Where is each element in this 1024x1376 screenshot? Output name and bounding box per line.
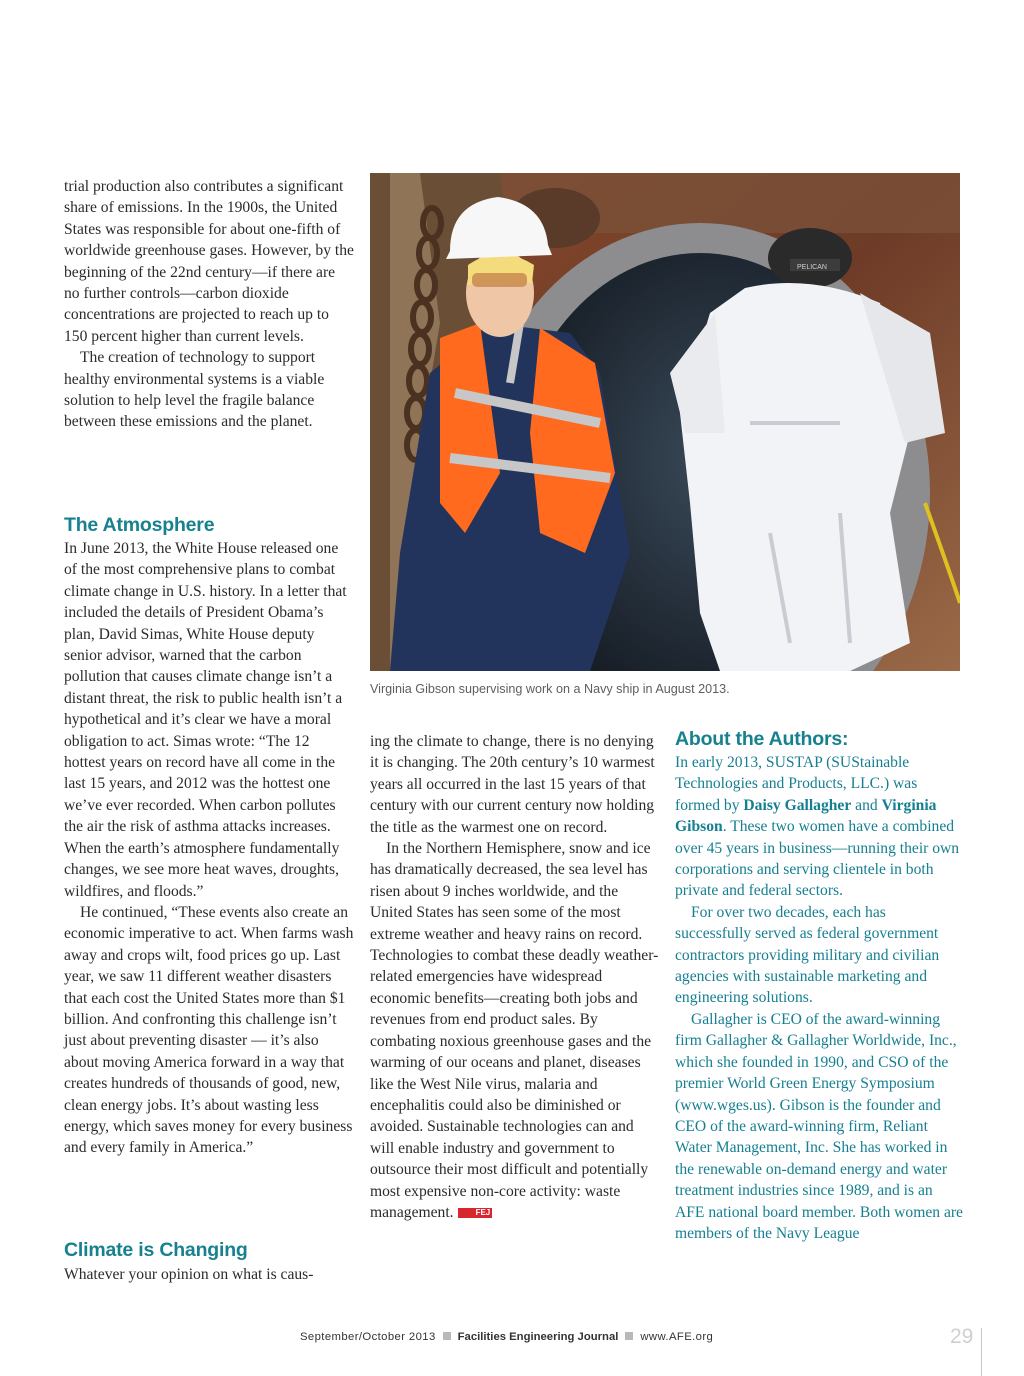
photo-navy-ship [370, 173, 960, 671]
text-run: and [851, 796, 882, 814]
paragraph: Whatever your opinion on what is caus- [64, 1266, 314, 1283]
column-3-about [675, 752, 965, 1244]
photo-caption: Virginia Gibson supervising work on a Navy ship in August 2013. [370, 682, 730, 696]
separator-square-icon [443, 1332, 451, 1340]
page-edge-rule [981, 1328, 982, 1376]
paragraph [675, 752, 965, 902]
paragraph: ing the climate to change, there is no denying it is changing. The 20th century’s 10 warmest years all occurred in the last 15 years of that century with our current century now holding the title as the warmest one on record. [370, 733, 655, 836]
issue-date: September/October 2013 [300, 1331, 436, 1343]
journal-name: Facilities Engineering Journal [457, 1331, 619, 1343]
column-1-climate [64, 1264, 354, 1285]
paragraph: Gallagher is CEO of the award-winning firm Gallagher & Gallagher Worldwide, Inc., which she founded in 1990, and CSO of the premier World Green Energy Symposium (www.wges.us). Gibson is the founder and CEO of the award-winning firm, Reliant Water Management, Inc. She has worked in the renewable on-demand energy and water treatment industries since 1989, and is an AFE national board member. Both women are members of the Navy League [675, 1010, 963, 1242]
photo-illustration [370, 173, 960, 671]
page-footer [300, 1331, 940, 1343]
paragraph: The creation of technology to support healthy environmental systems is a viable solution to help level the fragile balance between these emissions and the planet. [64, 349, 325, 431]
helmet-label: PELICAN [797, 264, 827, 271]
paragraph: In June 2013, the White House released one of the most comprehensive plans to combat climate change in U.S. history. In a letter that included the details of President Obama’s plan, David Simas, White House deputy senior advisor, warned that the carbon pollution that causes climate change isn’t a distant threat, the risk to public health isn’t a hypothetical and it’s clear we have a moral obligation to act. Simas wrote: “The 12 hottest years on record have all come in the last 15 years, and 2012 was the hottest one we’ve ever recorded. When carbon pollutes the air the risk of asthma attacks increases. When the earth’s atmosphere fundamentally changes, we see more heat waves, droughts, wildfires, and floods.” [64, 540, 347, 900]
paragraph: For over two decades, each has successfully served as federal government contractors providing military and civilian agencies with sustainable marketing and engineering solutions. [675, 903, 940, 1007]
column-1-intro [64, 176, 354, 433]
text-run: . These two women have a combined over 45 years in business—running their own corporations and serving clientele in both private and federal sectors. [675, 818, 960, 900]
page-number: 29 [950, 1325, 974, 1348]
paragraph-text: In the Northern Hemisphere, snow and ice has dramatically decreased, the sea level has risen about 9 inches worldwide, and the United States has seen some of the most extreme weather and heavy rains on record. Technologies to combat these deadly weather-related emergencies have widespread economic benefits—creating both jobs and revenues from end product sales. By combating noxious greenhouse gases and the warming of our oceans and planet, diseases like the West Nile virus, malaria and encephalitis could also be diminished or avoided. Sustainable technologies can and will enable industry and government to outsource their most difficult and potentially most expensive non-core activity: waste management. [370, 840, 659, 1221]
section-heading-about-authors: About the Authors: [675, 728, 849, 750]
fej-end-mark: FEJ [458, 1208, 493, 1218]
paragraph [370, 838, 660, 1223]
website-url: www.AFE.org [640, 1331, 714, 1343]
paragraph: trial production also contributes a significant share of emissions. In the 1900s, the United States was responsible for about one-fifth of worldwide greenhouse gases. However, by the beginning of the 22nd century—if there are no further controls—carbon dioxide concentrations are projected to reach up to 150 percent higher than current levels. [64, 178, 354, 345]
section-heading-climate: Climate is Changing [64, 1239, 248, 1261]
section-heading-atmosphere: The Atmosphere [64, 514, 215, 536]
paragraph: He continued, “These events also create an economic imperative to act. When farms wash away and crops wilt, food prices go up. Last year, we saw 11 different weather disasters that each cost the United States more than $1 billion. And confronting this challenge isn’t just about preventing disaster — it’s also about moving America forward in a way that creates hundreds of thousands of good, new, clean energy jobs. It’s about wasting less energy, which saves money for every business and every family in America.” [64, 903, 354, 1157]
author-name-2: Virginia Gibson [675, 796, 937, 836]
column-1-atmosphere [64, 538, 354, 1159]
column-2 [370, 731, 660, 1223]
author-name-1: Daisy Gallagher [743, 796, 852, 814]
separator-square-icon [625, 1332, 633, 1340]
text-run: In early 2013, SUSTAP (SUStainable Technologies and Products, LLC.) was formed by [675, 754, 918, 814]
